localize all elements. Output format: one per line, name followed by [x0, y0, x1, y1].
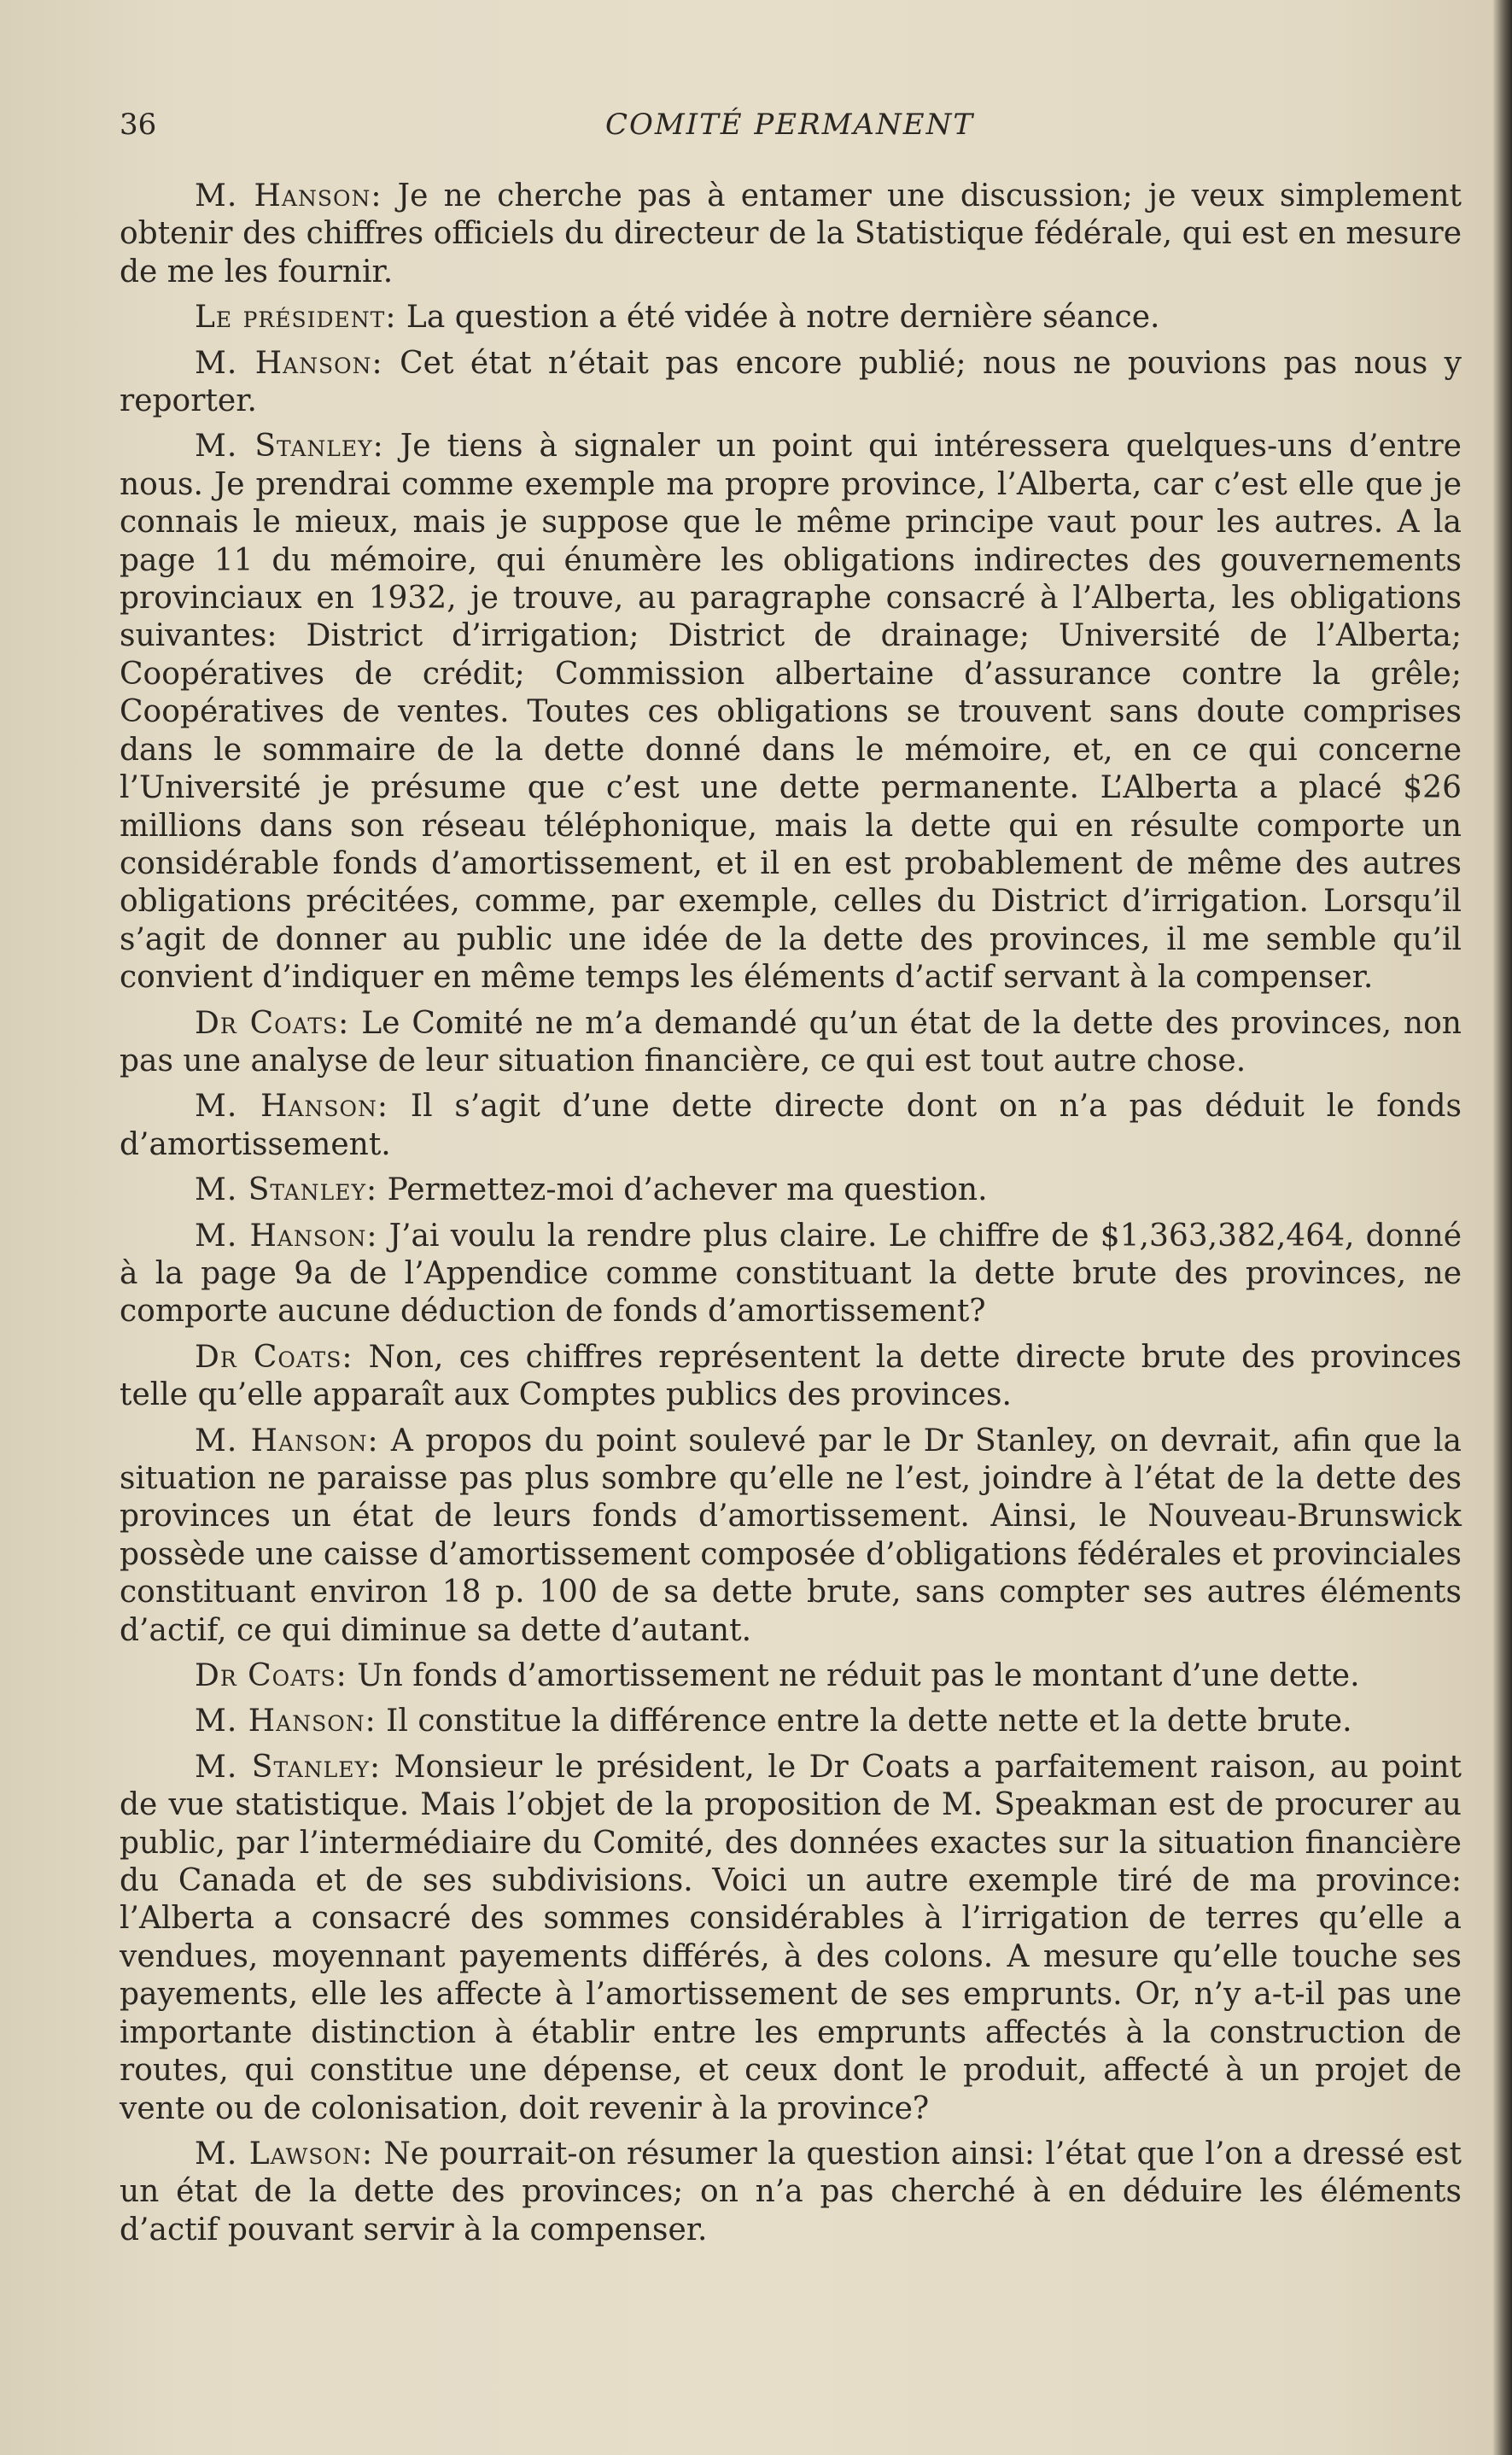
speech-text: Permettez-moi d’achever ma question.	[387, 1172, 988, 1208]
running-title: COMITÉ PERMANENT	[604, 108, 975, 142]
speech-text: Je ne cherche pas à entamer une discussion; je veux simplement obtenir des chiffres officiels du directeur de la Statistique fédérale, qui est en mesure de me les fournir.	[120, 178, 1462, 289]
speech-text: J’ai voulu la rendre plus claire. Le chiffre de $1,363,382,464, donné à la page 9a de l’Appendice comme constituant la dette brute des provinces, ne comporte aucune déduction de fonds d’amortissement?	[120, 1218, 1462, 1330]
speech-text: Je tiens à signaler un point qui intéressera quelques-uns d’entre nous. Je prendrai comme exemple ma propre province, l’Alberta, car c’est elle que je connais le mieux, mais je suppose que le même principe vaut pour les autres. A la page 11 du mémoire, qui énumère les obligations indirectes des gouvernements provinciaux en 1932, je trouve, au paragraphe consacré à l’Alberta, les obligations suivantes: District d’irrigation; District de drainage; Université de l’Alberta; Coopératives de crédit; Commission albertaine d’assurance contre la grêle; Coopératives de ventes. Toutes ces obligations se trouvent sans doute comprises dans le sommaire de la dette donné dans le mémoire, et, en ce qui concerne l’Université je présume que c’est une dette permanente. L’Alberta a placé $26 millions dans son réseau téléphonique, mais la dette qui en résulte comporte un considérable fonds d’amortissement, et il en est probablement de même des autres obligations précitées, comme, par exemple, celles du District d’irrigation. Lorsqu’il s’agit de donner au public une idée de la dette des provinces, il me semble qu’il convient d’indiquer en même temps les éléments d’actif servant à la compenser.	[120, 429, 1462, 996]
speech-paragraph	[120, 178, 1462, 291]
speech-paragraph	[120, 2136, 1462, 2249]
speaker-name: M. Hanson:	[195, 1218, 378, 1254]
speaker-name: M. Stanley:	[195, 1172, 378, 1208]
page-number: 36	[120, 108, 157, 142]
speech-text: Il constitue la différence entre la dette nette et la dette brute.	[386, 1704, 1352, 1739]
speech-text: Un fonds d’amortissement ne réduit pas le montant d’une dette.	[357, 1658, 1360, 1694]
speech-paragraph	[120, 1088, 1462, 1164]
speaker-name: M. Hanson:	[195, 345, 383, 381]
speech-text: Le Comité ne m’a demandé qu’un état de la dette des provinces, non pas une analyse de leur situation financière, ce qui est tout autre chose.	[120, 1005, 1462, 1078]
speech-text: Ne pourrait-on résumer la question ainsi: l’état que l’on a dressé est un état de la dette des provinces; on n’a pas cherché à en déduire les éléments d’actif pouvant servir à la compenser.	[120, 2136, 1462, 2247]
speaker-name: M. Hanson:	[195, 1704, 377, 1739]
speech-paragraph	[120, 1703, 1462, 1740]
speaker-name: M. Stanley:	[195, 1749, 382, 1785]
speaker-name: Le président:	[195, 300, 397, 336]
speech-paragraph	[120, 345, 1462, 421]
speech-text: Cet état n’était pas encore publié; nous ne pouvions pas nous y reporter.	[120, 345, 1462, 419]
speech-text: Non, ces chiffres représentent la dette directe brute des provinces telle qu’elle apparaît aux Comptes publics des provinces.	[120, 1339, 1462, 1413]
speech-paragraph	[120, 1657, 1462, 1695]
speaker-name: M. Hanson:	[195, 1423, 379, 1458]
speaker-name: Dr Coats:	[195, 1005, 350, 1041]
speech-paragraph	[120, 428, 1462, 997]
speech-paragraph	[120, 1749, 1462, 2128]
speaker-name: M. Lawson:	[195, 2136, 373, 2172]
speaker-name: Dr Coats:	[195, 1339, 353, 1375]
speech-text: Monsieur le président, le Dr Coats a parfaitement raison, au point de vue statistique. Mais l’objet de la proposition de M. Speakman est de procurer au public, par l’intermédiaire du Comité, des données exactes sur la situation financière du Canada et de ses subdivisions. Voici un autre exemple tiré de ma province: l’Alberta a consacré des sommes considérables à l’irrigation de terres qu’elle a vendues, moyennant payements différés, à des colons. A mesure qu’elle touche ses payements, elle les affecte à l’amortissement de ses emprunts. Or, n’y a-t-il pas une importante distinction à établir entre les emprunts affectés à la construction de routes, qui constitue une dépense, et ceux dont le produit, affecté à un projet de vente ou de colonisation, doit revenir à la province?	[120, 1749, 1462, 2126]
speaker-name: M. Stanley:	[195, 429, 384, 465]
speech-paragraph	[120, 299, 1462, 336]
speaker-name: Dr Coats:	[195, 1658, 347, 1694]
speech-paragraph	[120, 1339, 1462, 1415]
speech-text: La question a été vidée à notre dernière séance.	[406, 300, 1160, 336]
page-header	[120, 104, 1460, 147]
speech-paragraph	[120, 1218, 1462, 1331]
speech-paragraph	[120, 1172, 1462, 1209]
speech-paragraph	[120, 1423, 1462, 1650]
speech-paragraph	[120, 1005, 1462, 1081]
speech-text: Il s’agit d’une dette directe dont on n’a pas déduit le fonds d’amortissement.	[120, 1089, 1462, 1162]
book-spine-shadow	[1493, 0, 1512, 2455]
transcript-body	[120, 178, 1462, 2257]
speech-text: A propos du point soulevé par le Dr Stanley, on devrait, afin que la situation ne paraisse pas plus sombre qu’elle ne l’est, joindre à l’état de la dette des provinces un état de leurs fonds d’amortissement. Ainsi, le Nouveau-Brunswick possède une caisse d’amortissement composée d’obligations fédérales et provinciales constituant environ 18 p. 100 de sa dette brute, sans compter ses autres éléments d’actif, ce qui diminue sa dette d’autant.	[120, 1423, 1462, 1648]
speaker-name: M. Hanson:	[195, 1089, 389, 1125]
speaker-name: M. Hanson:	[195, 178, 382, 213]
